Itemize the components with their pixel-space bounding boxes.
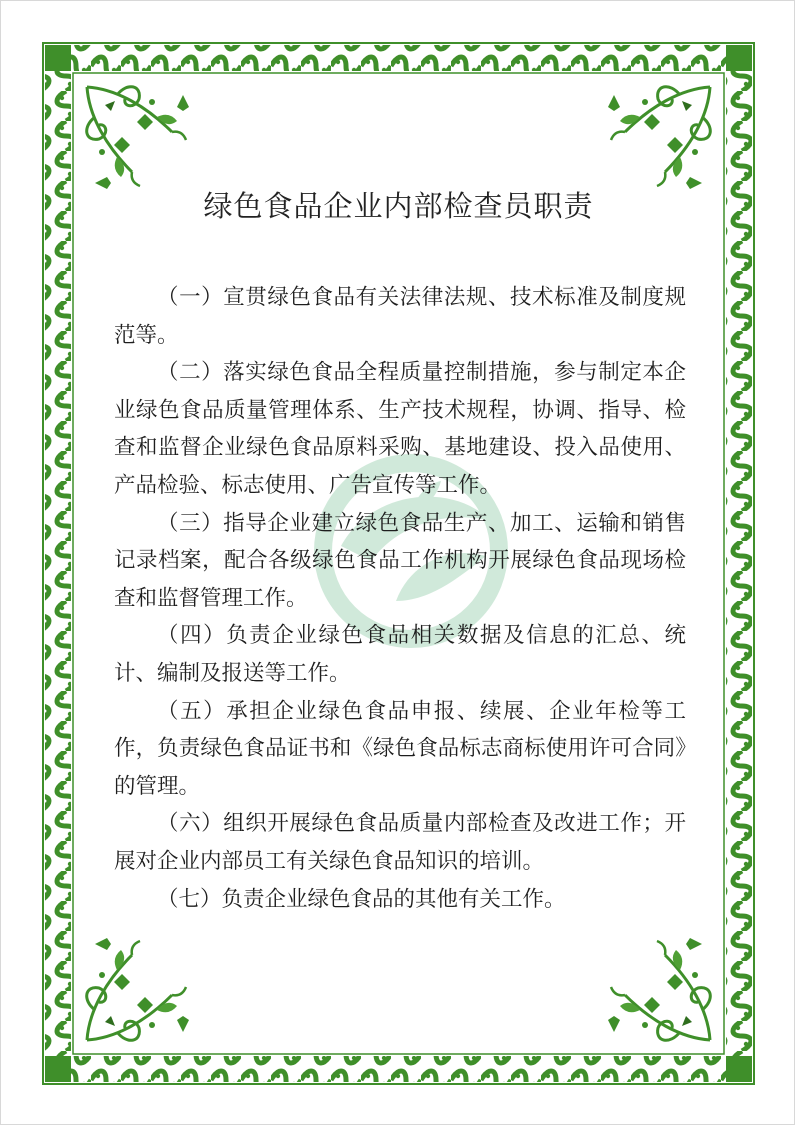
list-item [114,881,686,919]
floral-corner-icon [87,87,189,189]
item-text: 组织开展绿色食品质量内部检查及改进工作；开展对企业内部员工有关绿色食品知识的培训。 [114,811,686,874]
list-item [114,505,686,618]
list-item [114,279,686,354]
item-number: （六） [157,811,224,837]
duties-list [114,279,686,918]
item-text: 负责企业绿色食品的其他有关工作。 [221,886,566,912]
list-item [114,617,686,692]
item-text: 负责企业绿色食品相关数据及信息的汇总、统计、编制及报送等工作。 [114,623,686,686]
list-item [114,354,686,504]
item-number: （七） [157,886,222,912]
floral-corner-icon [87,938,189,1040]
list-item [114,805,686,880]
item-text: 承担企业绿色食品申报、续展、企业年检等工作，负责绿色食品证书和《绿色食品标志商标使用许可合同》的管理。 [114,698,686,799]
item-number: （五） [157,698,227,724]
item-number: （三） [157,510,224,536]
item-number: （一） [157,285,224,310]
item-number: （二） [157,360,224,386]
list-item [114,693,686,806]
floral-corner-icon [608,938,710,1040]
page-title: 绿色食品企业内部检查员职责 [203,189,594,223]
item-text: 宣贯绿色食品有关法律法规、技术标准及制度规范等。 [114,285,686,348]
item-number: （四） [157,623,227,649]
item-text: 落实绿色食品全程质量控制措施，参与制定本企业绿色食品质量管理体系、生产技术规程，协调、指导、检查和监督企业绿色食品原料采购、基地建设、投入品使用、产品检验、标志使用、广告宣传等工作。 [114,360,686,498]
floral-corner-icon [608,87,710,189]
item-text: 指导企业建立绿色食品生产、加工、运输和销售记录档案，配合各级绿色食品工作机构开展绿色食品现场检查和监督管理工作。 [114,510,686,611]
